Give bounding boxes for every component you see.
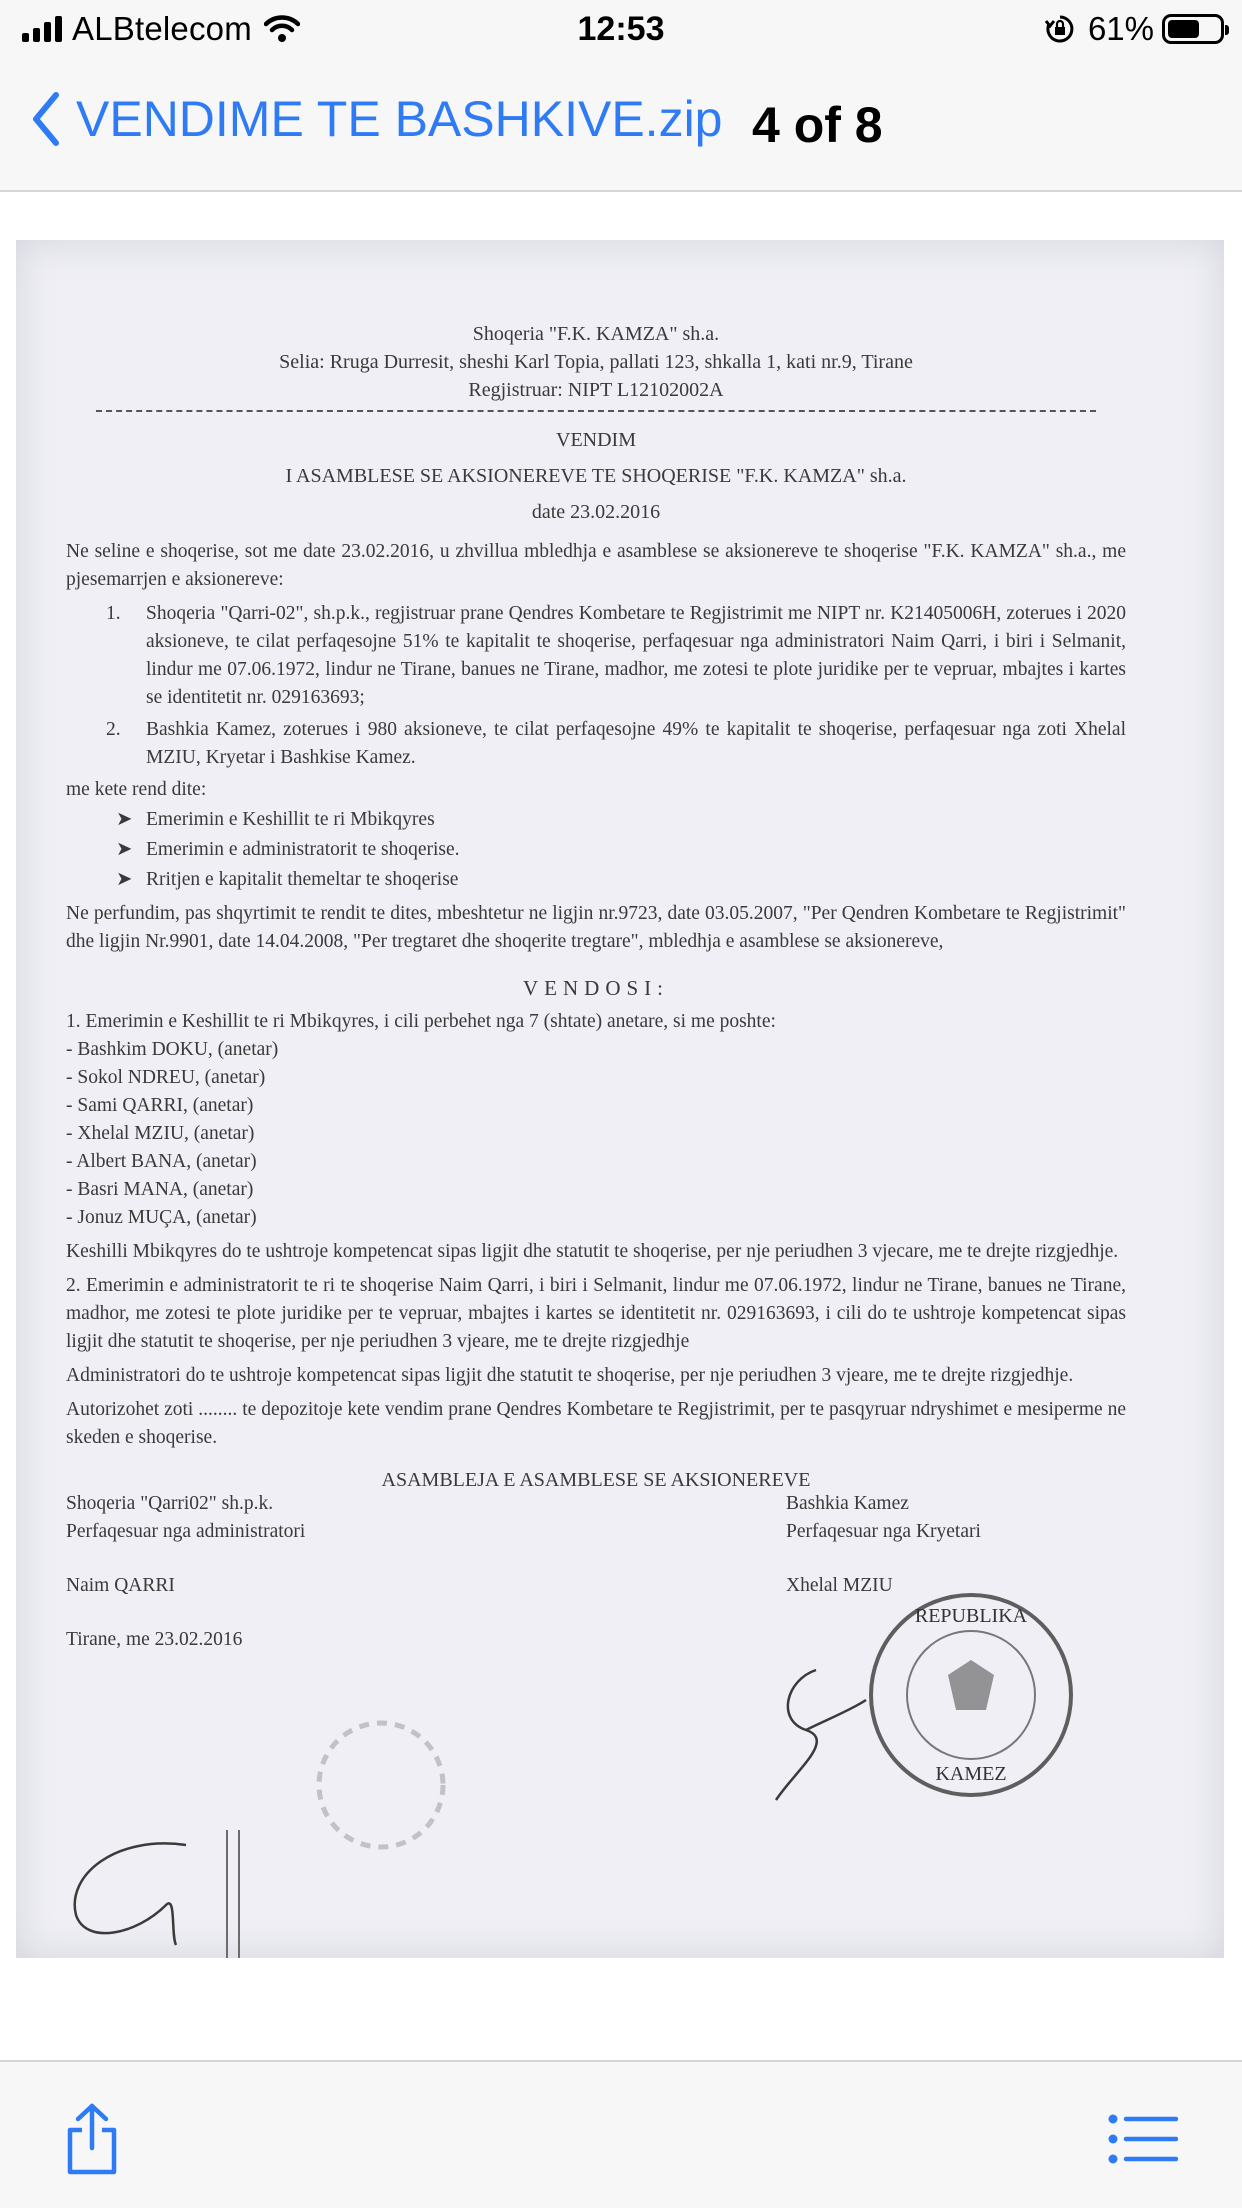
council-member: - Basri MANA, (anetar) bbox=[66, 1179, 254, 1200]
company-nipt: Regjistruar: NIPT L12102002A bbox=[468, 379, 724, 401]
battery-icon bbox=[1162, 14, 1224, 44]
right-signatory: Bashkia Kamez Perfaqesuar nga Kryetari Xhelal MZIU bbox=[786, 1493, 981, 1596]
intro-paragraph: Ne seline e shoqerise, sot me date 23.02.2016, u zhvillua mbledhja e asamblese se aksionereve te shoqerise "F.K. KAMZA" sh.a., me pjesemarrjen e aksionereve: bbox=[66, 541, 1126, 590]
shareholder-number: 2. bbox=[106, 719, 121, 740]
council-member: - Sami QARRI, (anetar) bbox=[66, 1095, 254, 1116]
share-button[interactable] bbox=[62, 2102, 122, 2181]
company-address: Selia: Rruga Durresit, sheshi Karl Topia, pallati 123, shkalla 1, kati nr.9, Tirane bbox=[279, 351, 913, 373]
battery-level-fill bbox=[1168, 20, 1199, 38]
company-name: Shoqeria "F.K. KAMZA" sh.a. bbox=[472, 323, 720, 345]
status-bar bbox=[0, 0, 1242, 62]
share-icon bbox=[62, 2102, 122, 2176]
svg-text:REPUBLIKA: REPUBLIKA bbox=[914, 1605, 1028, 1627]
decision-subtitle: I ASAMBLESE SE AKSIONEREVE TE SHOQERISE "F.K. KAMZA" sh.a. bbox=[285, 465, 907, 487]
shareholder-text: Shoqeria "Qarri-02", sh.p.k., regjistruar prane Qendres Kombetare te Regjistrimit me NIPT nr. K21405006H, zoterues i 2020 aksioneve, te cilat perfaqesojne 51% te kapitalit te shoqerise, perfaqesuar nga administratori Naim Qarri, i biri i Selmanit, lindur me 07.06.1972, lindur ne Tirane, banues ne Tirane, madhor, me zotesi te plote juridike per te vepruar, mbajtes i kartes se identitetit nr. 029163693; bbox=[146, 603, 1126, 708]
document-text bbox=[66, 320, 1126, 1666]
document-viewer[interactable] bbox=[0, 192, 1242, 2060]
page-counter: 4 of 8 bbox=[752, 97, 883, 153]
conclusion-paragraph: Ne perfundim, pas shqyrtimit te rendit te dites, mbeshtetur ne ligjin nr.9723, date 03.05.2007, "Per Qendren Kombetare te Regjistrimit" dhe ligjin Nr.9901, date 14.04.2008, "Per tregtaret dhe shoqerite tregtare", mbledhja e asamblese se aksionereve, bbox=[66, 903, 1126, 952]
agenda-item: ➤ Rritjen e kapitalit themeltar te shoqerise bbox=[116, 869, 459, 890]
decision-title: VENDIM bbox=[556, 429, 636, 451]
shareholder-number: 1. bbox=[106, 603, 121, 624]
shareholder-item bbox=[106, 600, 1126, 712]
header-divider bbox=[96, 410, 1096, 412]
council-member: - Xhelal MZIU, (anetar) bbox=[66, 1123, 255, 1144]
admin-term: Administratori do te ushtroje kompetencat sipas ligjit dhe statutit te shoqerise, per nje periudhen 3 vjeare, me te drejte rizgjedhje. bbox=[66, 1365, 1074, 1386]
authorization-paragraph: Autorizohet zoti ........ te depozitoje kete vendim prane Qendres Kombetare te Regjistrimit, per te pasqyruar ndryshimet e mesiperme ne skeden e shoqerise. bbox=[66, 1399, 1126, 1448]
shareholder-item bbox=[106, 716, 1126, 772]
bottom-toolbar bbox=[0, 2060, 1242, 2208]
council-term: Keshilli Mbikqyres do te ushtroje kompetencat sipas ligjit dhe statutit te shoqerise, per nje periudhen 3 vjecare, me te drejte rizgjedhje. bbox=[66, 1241, 1119, 1262]
back-button[interactable] bbox=[30, 90, 722, 148]
status-time: 12:53 bbox=[577, 10, 665, 48]
decides-heading: VENDOSI: bbox=[523, 976, 669, 1000]
council-member: - Bashkim DOKU, (anetar) bbox=[66, 1039, 279, 1060]
scan-artifact-line bbox=[238, 1830, 240, 1958]
faint-seal bbox=[306, 1710, 456, 1860]
council-member: - Jonuz MUÇA, (anetar) bbox=[66, 1207, 257, 1228]
status-right bbox=[1044, 10, 1224, 48]
list-button[interactable] bbox=[1108, 2114, 1178, 2169]
official-stamp bbox=[856, 1580, 1086, 1810]
back-title: VENDIME TE BASHKIVE.zip bbox=[76, 91, 723, 147]
chevron-left-icon bbox=[30, 91, 60, 147]
council-member: - Albert BANA, (anetar) bbox=[66, 1151, 257, 1172]
agenda-intro: me kete rend dite: bbox=[66, 779, 207, 800]
left-signatory: Shoqeria "Qarri02" sh.p.k. Perfaqesuar nga administratori Naim QARRI Tirane, me 23.02.2016 bbox=[66, 1493, 306, 1650]
navigation-bar bbox=[0, 62, 1242, 192]
council-member: - Sokol NDREU, (anetar) bbox=[66, 1067, 266, 1088]
scan-artifact-line bbox=[226, 1830, 228, 1958]
assembly-heading: ASAMBLEJA E ASAMBLESE SE AKSIONEREVE bbox=[381, 1469, 811, 1491]
carrier-name: ALBtelecom bbox=[72, 10, 252, 47]
shareholder-text: Bashkia Kamez, zoterues i 980 aksioneve, te cilat perfaqesojne 49% te kapitalit te shoqerise, perfaqesuar nga zoti Xhelal MZIU, Kryetar i Bashkise Kamez. bbox=[146, 719, 1126, 768]
decision-date: date 23.02.2016 bbox=[531, 501, 661, 523]
orientation-lock-icon bbox=[1044, 13, 1076, 45]
decision-one: 1. Emerimin e Keshillit te ri Mbikqyres, i cili perbehet nga 7 (shtate) anetare, si me poshte: bbox=[66, 1011, 776, 1032]
scanned-document-page bbox=[16, 240, 1224, 1958]
agenda-item: ➤ Emerimin e administratorit te shoqerise. bbox=[116, 839, 460, 860]
signature-right bbox=[756, 1660, 876, 1810]
battery-percent: 61% bbox=[1087, 10, 1154, 47]
agenda-item: ➤ Emerimin e Keshillit te ri Mbikqyres bbox=[116, 809, 435, 830]
list-icon bbox=[1108, 2114, 1178, 2164]
svg-text:KAMEZ: KAMEZ bbox=[935, 1763, 1007, 1785]
decision-two: 2. Emerimin e administratorit te ri te shoqerise Naim Qarri, i biri i Selmanit, lindur me 07.06.1972, lindur ne Tirane, banues ne Tirane, madhor, me zotesi te plote juridike per te vepruar, mbajtes i kartes se identitetit nr. 029163693, i cili do te ushtroje kompetencat sipas ligjit dhe statutit te shoqerise, per nje periudhen 3 vjeare, me te drejte rizgjedhje bbox=[66, 1275, 1126, 1352]
